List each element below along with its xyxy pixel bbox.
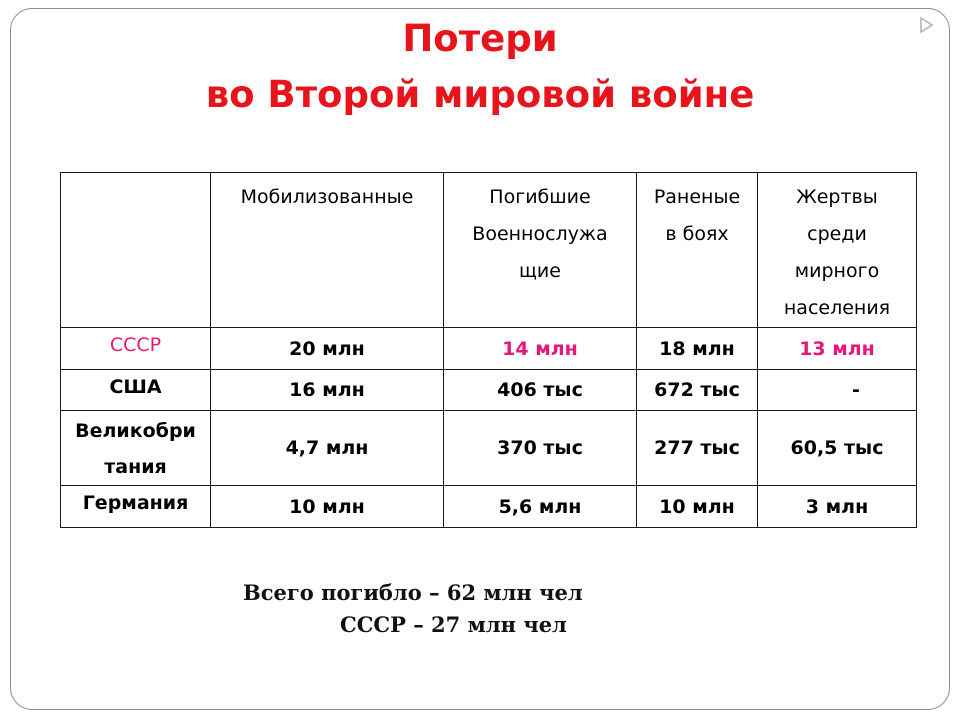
country-cell: Германия xyxy=(61,486,211,528)
wounded-cell: 18 млн xyxy=(637,328,758,370)
killed-cell: 14 млн xyxy=(444,328,637,370)
killed-cell: 406 тыс xyxy=(444,370,637,411)
country-cell: США xyxy=(61,370,211,411)
summary-ussr-deaths: СССР – 27 млн чел xyxy=(340,612,567,637)
civilians-cell: 60,5 тыс xyxy=(758,411,917,486)
header-wounded: Раненые в боях xyxy=(637,173,758,328)
title-line-1: Потери xyxy=(402,17,558,60)
wounded-cell: 672 тыс xyxy=(637,370,758,411)
losses-table xyxy=(60,172,917,528)
mobilized-cell: 16 млн xyxy=(211,370,444,411)
country-cell: СССР xyxy=(61,328,211,370)
civilians-cell: - xyxy=(758,370,917,411)
killed-cell: 370 тыс xyxy=(444,411,637,486)
table-row-germany xyxy=(61,486,917,528)
killed-cell: 5,6 млн xyxy=(444,486,637,528)
header-killed-soldiers: Погибшие Военнослужа щие xyxy=(444,173,637,328)
mobilized-cell: 20 млн xyxy=(211,328,444,370)
wounded-cell: 10 млн xyxy=(637,486,758,528)
header-civilian-victims: Жертвы среди мирного населения xyxy=(758,173,917,328)
summary-total-deaths: Всего погибло – 62 млн чел xyxy=(243,580,583,605)
country-cell: Великобри тания xyxy=(61,411,211,486)
table-row-usa xyxy=(61,370,917,411)
header-cell-empty xyxy=(61,173,211,328)
civilians-cell: 3 млн xyxy=(758,486,917,528)
table-row-ussr xyxy=(61,328,917,370)
title-line-2: во Второй мировой войне xyxy=(205,73,755,116)
wounded-cell: 277 тыс xyxy=(637,411,758,486)
mobilized-cell: 4,7 млн xyxy=(211,411,444,486)
table-row-great-britain xyxy=(61,411,917,486)
civilians-cell: 13 млн xyxy=(758,328,917,370)
header-mobilized: Мобилизованные xyxy=(211,173,444,328)
table-header-row xyxy=(61,173,917,328)
mobilized-cell: 10 млн xyxy=(211,486,444,528)
